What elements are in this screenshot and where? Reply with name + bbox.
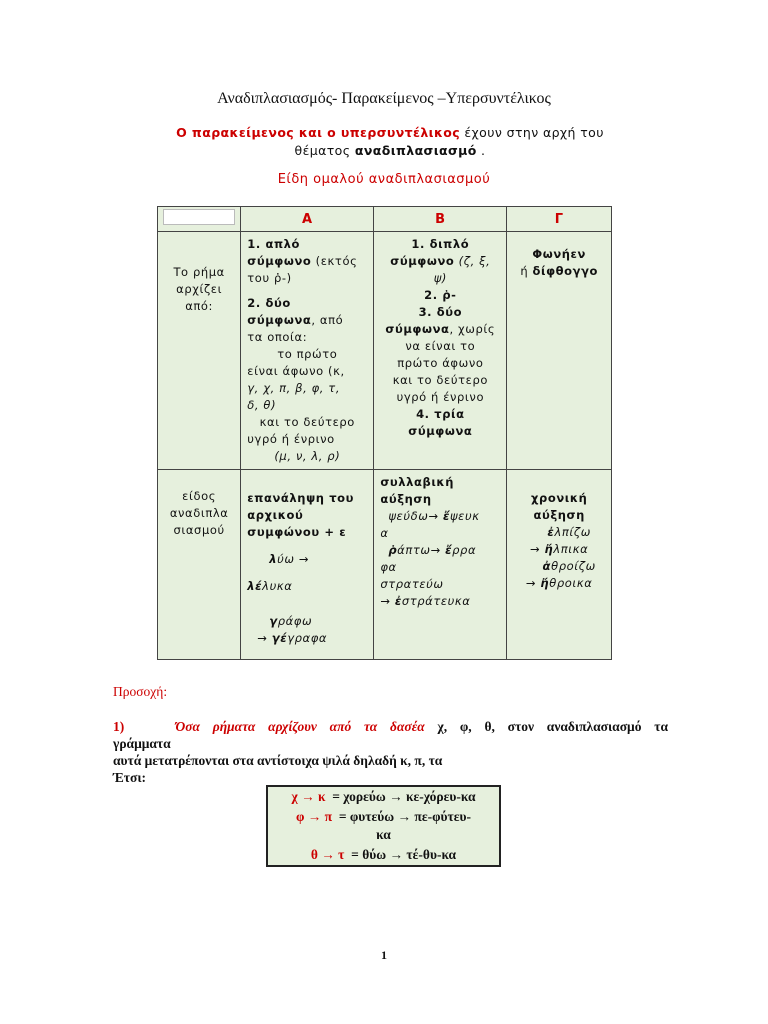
spacer xyxy=(247,287,367,295)
cell-line: να είναι το xyxy=(405,339,476,353)
header-c: Γ xyxy=(507,207,612,232)
cell-line: το πρώτο xyxy=(277,347,338,361)
example-row xyxy=(267,807,500,845)
cell-line: 3. δύο xyxy=(418,305,463,319)
row-label-starts-with xyxy=(158,232,241,470)
cell-line: 1. απλό xyxy=(247,237,301,251)
page-number: 1 xyxy=(381,948,387,962)
cell-line: → γέγραφα xyxy=(257,631,328,645)
cell-line: γράφω xyxy=(269,614,313,628)
table-row xyxy=(158,470,612,660)
rule-1-line-3: αυτά μετατρέπονται στα αντίστοιχα ψιλά δηλαδή κ, π, τα xyxy=(113,753,443,768)
example-row xyxy=(267,786,500,807)
label-line: από: xyxy=(185,299,214,313)
cell-line: Φωνήεν xyxy=(532,247,586,261)
cell-line: φα xyxy=(380,560,397,574)
label-line: αρχίζει xyxy=(176,282,223,296)
cell-b-type xyxy=(374,470,507,660)
rule-1-continuation xyxy=(113,752,442,786)
cell-line: → ἤθροικα xyxy=(525,576,593,590)
header-b: Β xyxy=(374,207,507,232)
reduplication-table xyxy=(157,206,612,660)
label-line: είδος xyxy=(182,489,217,503)
cell-line: υγρό ή ένρινο xyxy=(396,390,485,404)
example-cell: θ → τ = θύω → τέ-θυ-κα xyxy=(267,845,500,866)
cell-line: συμφώνου + ε xyxy=(247,525,347,539)
cell-a-starts xyxy=(241,232,374,470)
cell-line: λέλυκα xyxy=(247,579,293,593)
label-line: σιασμού xyxy=(173,523,225,537)
cell-line: ἐλπίζω xyxy=(547,525,591,539)
header-a: Α xyxy=(241,207,374,232)
label-line: Το ρήμα xyxy=(173,265,225,279)
cell-line: (μ, ν, λ, ρ) xyxy=(274,449,341,463)
example-row xyxy=(267,845,500,866)
cell-line: 2. δύο xyxy=(247,296,291,310)
intro-paragraph xyxy=(160,124,620,160)
cell-line: συλλαβική xyxy=(380,475,454,489)
cell-line: αύξηση xyxy=(533,508,585,522)
cell-c-starts xyxy=(507,232,612,470)
blank-box xyxy=(163,209,235,225)
cell-line: 4. τρία xyxy=(416,407,465,421)
cell-line: ψεύδω→ ἔψευκ xyxy=(388,509,480,523)
spacer xyxy=(247,541,367,551)
page-title: Αναδιπλασιασμός- Παρακείμενος –Υπερσυντέλικος xyxy=(217,90,551,107)
intro-text-1: έχουν στην αρχή του xyxy=(460,125,604,140)
examples-box xyxy=(266,785,501,867)
cell-line: γ, χ, π, β, φ, τ, xyxy=(247,381,341,395)
rule-1-line-4: Έτσι: xyxy=(113,770,147,785)
spacer xyxy=(247,568,367,578)
intro-bold-word: αναδιπλασιασμό xyxy=(354,143,477,158)
cell-line: και το δεύτερο xyxy=(259,415,355,429)
rule-1-line-2: γράμματα xyxy=(113,736,171,751)
cell-line: ῥάπτω→ ἔρρα xyxy=(388,543,477,557)
cell-line: → ἐστράτευκα xyxy=(380,594,471,608)
intro-red-text: Ο παρακείμενος και ο υπερσυντέλικος xyxy=(176,125,461,140)
header-blank-cell xyxy=(158,207,241,232)
cell-line: επανάληψη του xyxy=(247,491,355,505)
cell-line: ή δίφθογγο xyxy=(520,264,599,278)
cell-line: χρονική xyxy=(530,491,588,505)
example-cell: χ → κ = χορεύω → κε-χόρευ-κα xyxy=(267,786,500,807)
cell-line: 1. διπλό xyxy=(411,237,470,251)
intro-end: . xyxy=(476,143,486,158)
cell-line: του ῥ-) xyxy=(247,271,292,285)
cell-line: και το δεύτερο xyxy=(392,373,488,387)
cell-line: στρατεύω xyxy=(380,577,444,591)
table-header-row xyxy=(158,207,612,232)
label-line: αναδιπλα xyxy=(169,506,229,520)
rule-1-line-1: 1) Όσα ρήματα αρχίζουν από τα δασέα χ, φ, θ, στον αναδιπλασιασμό τα xyxy=(113,719,668,734)
cell-line: ψ) xyxy=(433,271,447,285)
spacer xyxy=(247,595,367,613)
cell-b-starts xyxy=(374,232,507,470)
cell-line: είναι άφωνο (κ, xyxy=(247,364,345,378)
cell-line: σύμφωνα xyxy=(408,424,473,438)
cell-line: → ἤλπικα xyxy=(530,542,589,556)
table-row xyxy=(158,232,612,470)
cell-line: λύω → xyxy=(269,552,310,566)
rule-1 xyxy=(113,718,668,752)
row-label-type xyxy=(158,470,241,660)
cell-c-type xyxy=(507,470,612,660)
cell-line: υγρό ή ένρινο xyxy=(247,432,335,446)
cell-line: ἀθροίζω xyxy=(542,559,596,573)
cell-line: αρχικού xyxy=(247,508,304,522)
example-cell: φ → π = φυτεύω → πε-φύτευ- κα xyxy=(267,807,500,845)
intro-text-2: θέματος xyxy=(294,143,355,158)
cell-line: αύξηση xyxy=(380,492,432,506)
cell-line: τα οποία: xyxy=(247,330,308,344)
cell-a-type xyxy=(241,470,374,660)
attention-heading: Προσοχή: xyxy=(113,684,168,699)
cell-line: 2. ῥ- xyxy=(424,288,457,302)
section-subtitle: Είδη ομαλού αναδιπλασιασμού xyxy=(277,172,491,187)
cell-line: σύμφωνο (εκτός xyxy=(247,254,358,268)
cell-line: σύμφωνα, από xyxy=(247,313,344,327)
cell-line: πρώτο άφωνο xyxy=(397,356,484,370)
cell-line: σύμφωνα, χωρίς xyxy=(385,322,496,336)
cell-line: δ, θ) xyxy=(247,398,277,412)
cell-line: α xyxy=(380,526,389,540)
cell-line: σύμφωνο (ζ, ξ, xyxy=(390,254,491,268)
